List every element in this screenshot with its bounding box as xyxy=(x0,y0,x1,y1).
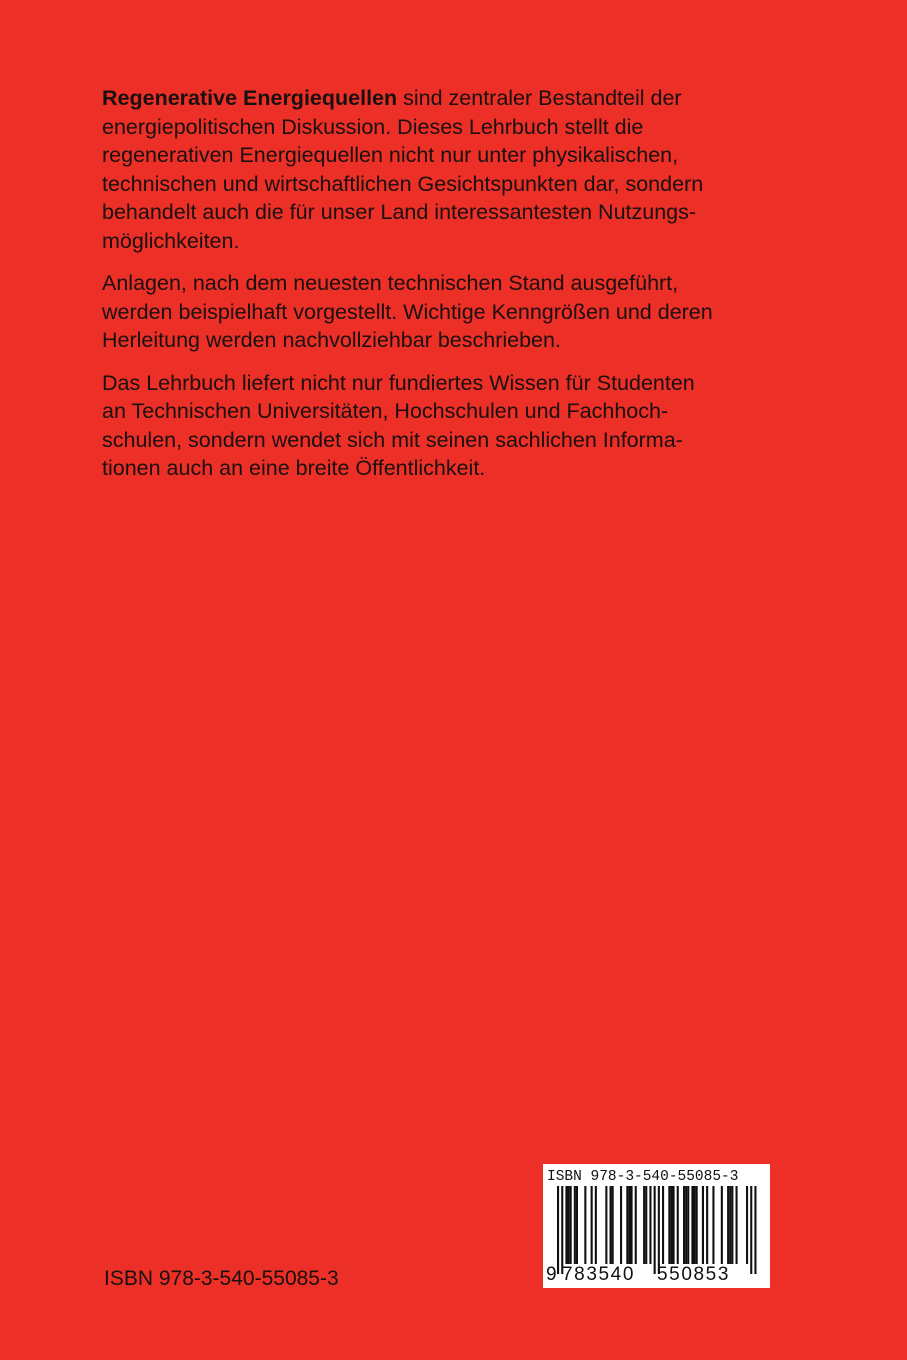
barcode-digits-right: 550853 xyxy=(657,1264,731,1285)
barcode-bar xyxy=(687,1186,689,1264)
blurb-line: Herleitung werden nachvollziehbar beschrieben. xyxy=(102,328,561,352)
barcode-bar xyxy=(691,1186,693,1264)
back-cover-blurb xyxy=(102,84,792,497)
barcode-bar xyxy=(565,1186,567,1264)
blurb-line: Anlagen, nach dem neuesten technischen Stand ausgeführt, xyxy=(102,271,679,295)
barcode-bar xyxy=(727,1186,729,1264)
barcode-bar xyxy=(668,1186,670,1264)
barcode-digit-first: 9 xyxy=(546,1264,557,1285)
barcode-guard-bar xyxy=(658,1186,660,1274)
blurb-line: an Technischen Universitäten, Hochschulen und Fachhoch- xyxy=(102,399,669,423)
barcode-bar xyxy=(610,1186,612,1264)
barcode-guard-bar xyxy=(654,1186,656,1274)
barcode-bar xyxy=(605,1186,607,1264)
barcode-bar xyxy=(612,1186,614,1264)
isbn-label: ISBN 978-3-540-55085-3 xyxy=(104,1267,339,1290)
blurb-line: Das Lehrbuch liefert nicht nur fundiertes Wissen für Studenten xyxy=(102,370,695,395)
barcode-guard-bar xyxy=(557,1186,559,1274)
barcode-bar xyxy=(645,1186,647,1264)
barcode-bar xyxy=(662,1186,664,1264)
barcode-bar xyxy=(696,1186,698,1264)
barcode-bar xyxy=(670,1186,672,1264)
barcode-guard-bar xyxy=(561,1186,563,1274)
barcode-bar xyxy=(595,1186,597,1264)
barcode-bar xyxy=(631,1186,633,1264)
barcode-bar xyxy=(626,1186,628,1264)
barcode-bar xyxy=(694,1186,696,1264)
barcode-bar xyxy=(649,1186,651,1264)
barcode-bar xyxy=(576,1186,578,1264)
blurb-line: technischen und wirtschaftlichen Gesichtspunkten dar, sondern xyxy=(102,171,704,196)
book-title-bold: Regenerative Energiequellen xyxy=(102,86,398,110)
barcode-bar xyxy=(591,1186,593,1264)
barcode-bar xyxy=(574,1186,576,1264)
blurb-text: sind zentraler Bestandteil der xyxy=(397,86,682,110)
barcode-bar xyxy=(677,1186,679,1264)
blurb-line: energiepolitischen Diskussion. Dieses Lehrbuch stellt die xyxy=(102,114,644,139)
blurb-line: regenerativen Energiequellen nicht nur unter physikalischen, xyxy=(102,143,679,167)
blurb-paragraph-2 xyxy=(102,269,792,355)
barcode-bar xyxy=(721,1186,723,1264)
barcode-bar xyxy=(643,1186,645,1264)
barcode-guard-bar xyxy=(750,1186,752,1274)
barcode-bar xyxy=(729,1186,731,1264)
blurb-line: behandelt auch die für unser Land interessantesten Nutzungs- xyxy=(102,200,697,224)
barcode-bar xyxy=(702,1186,704,1264)
barcode-guard-bar xyxy=(754,1186,756,1274)
blurb-line: schulen, sondern wendet sich mit seinen sachlichen Informa- xyxy=(102,427,683,452)
blurb-line xyxy=(102,84,792,113)
barcode-bar xyxy=(673,1186,675,1264)
blurb-paragraph-3 xyxy=(102,369,792,483)
isbn-barcode xyxy=(543,1164,770,1288)
barcode-bar xyxy=(570,1186,572,1264)
barcode-digits-left: 783540 xyxy=(562,1264,636,1285)
blurb-paragraph-1 xyxy=(102,84,792,255)
blurb-line: möglichkeiten. xyxy=(102,228,240,253)
barcode-bar xyxy=(746,1186,748,1264)
barcode-bar xyxy=(628,1186,630,1264)
barcode-bar xyxy=(683,1186,685,1264)
barcode-bar xyxy=(568,1186,570,1264)
barcode-bar xyxy=(620,1186,622,1264)
barcode-bar xyxy=(706,1186,708,1264)
barcode-bar xyxy=(712,1186,714,1264)
barcode-isbn-text: ISBN 978-3-540-55085-3 xyxy=(547,1169,739,1185)
barcode-bar xyxy=(584,1186,586,1264)
barcode-bar xyxy=(736,1186,738,1264)
blurb-line: werden beispielhaft vorgestellt. Wichtige Kenngrößen und deren xyxy=(102,299,713,324)
barcode-bar xyxy=(685,1186,687,1264)
barcode-bar xyxy=(731,1186,733,1264)
blurb-line: tionen auch an eine breite Öffentlichkeit. xyxy=(102,456,486,480)
barcode-bar xyxy=(635,1186,637,1264)
